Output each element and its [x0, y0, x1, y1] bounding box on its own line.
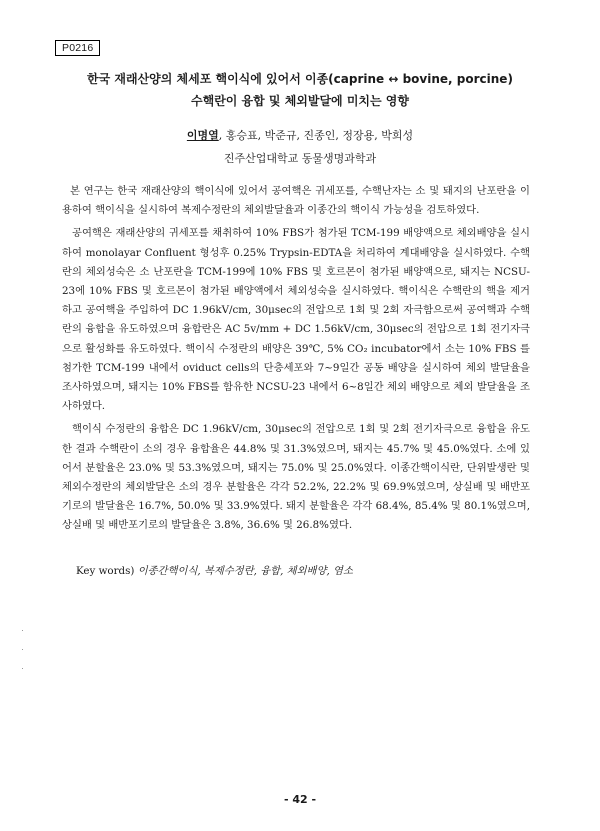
abstract-paragraph-methods: 공여핵은 재래산양의 귀세포를 채취하여 10% FBS가 첨가된 TCM-199 배양액으로 체외배양을 실시하여 monolayar Confluent 형성후 0.25% Trypsin-EDTA을 처리하여 계대배양을 실시하였다. 수핵란의 체외성숙은 소 난포란을 TCM-199에 10% FBS 및 호르몬이 첨가된 배양액으로, 돼지는 NCSU-23에 10% FBS 및 호르몬이 첨가된 배양액에서 체외성숙을 실시하였다. 핵이식은 수핵란의 핵을 제거하고 공여핵을 주입하여 DC 1.96kV/cm, 30μsec의 전압으로 1회 및 2회 자극함으로써 공여핵과 수핵란의 융합을 유도하였으며 융합란은 AC 5v/mm + DC 1.56kV/cm, 30μsec의 전압으로 1회 전기자극으로 활성화를 유도하였다. 핵이식 수정란의 배양은 39℃, 5% CO₂ incubator에서 소는 10% FBS 를 첨가한 TCM-199 내에서 oviduct cells의 단층세포와 7∼9일간 공동 배양을 실시하여 체외 발달율을 조사하였으며, 돼지는 10% FBS를 함유한 NCSU-23 내에서 6∼8일간 체외 배양으로 체외 발달율을 조사하였다.: [62, 227, 530, 413]
keywords-label: Key words): [76, 565, 135, 577]
margin-specks: [22, 630, 25, 690]
paper-title: [40, 68, 560, 112]
author-list: [40, 129, 560, 143]
page-number: - 42 -: [283, 793, 317, 806]
title-line-2: 수핵란이 융합 및 체외발달에 미치는 영향: [191, 94, 409, 108]
co-authors: , 홍승표, 박준규, 진종인, 정장용, 박희성: [218, 129, 414, 142]
keywords-list: 이종간핵이식, 복제수정란, 융합, 체외배양, 염소: [137, 565, 353, 577]
keywords: [62, 563, 530, 579]
abstract-paragraph-results: 핵이식 수정란의 융합은 DC 1.96kV/cm, 30μsec의 전압으로 1회 및 2회 전기자극으로 융합을 유도한 결과 수핵란이 소의 경우 융합율은 44.8% 및 31.3%였으며, 돼지는 45.7% 및 45.0%였다. 소에 있어서 분할율은 23.0% 및 53.3%였으며, 돼지는 75.0% 및 25.0%였다. 이종간핵이식란, 단위발생란 및 체외수정란의 체외발달은 소의 경우 분할율은 각각 52.2%, 22.2% 및 69.9%였으며, 상실배 및 배반포기로의 발달율은 16.7%, 50.0% 및 33.9%였다. 돼지 분할율은 각각 68.4%, 85.4% 및 80.1%였으며, 상실배 및 배반포기로의 발달율은 3.8%, 36.6% 및 26.8%였다.: [62, 423, 530, 532]
title-line-1: 한국 재래산양의 체세포 핵이식에 있어서 이종(caprine ↔ bovine, porcine): [87, 72, 513, 86]
abstract-paragraph-intro: 본 연구는 한국 재래산양의 핵이식에 있어서 공여핵은 귀세포를, 수핵난자는 소 및 돼지의 난포란을 이용하여 핵이식을 실시하여 복제수정란의 체외발달율과 이종간의 핵이식 가능성을 검토하였다.: [62, 185, 530, 217]
abstract: [62, 182, 530, 540]
affiliation: 진주산업대학교 동물생명과학과: [223, 152, 377, 165]
paper-code: P0216: [55, 40, 100, 56]
presenting-author: 이명열: [186, 129, 219, 142]
